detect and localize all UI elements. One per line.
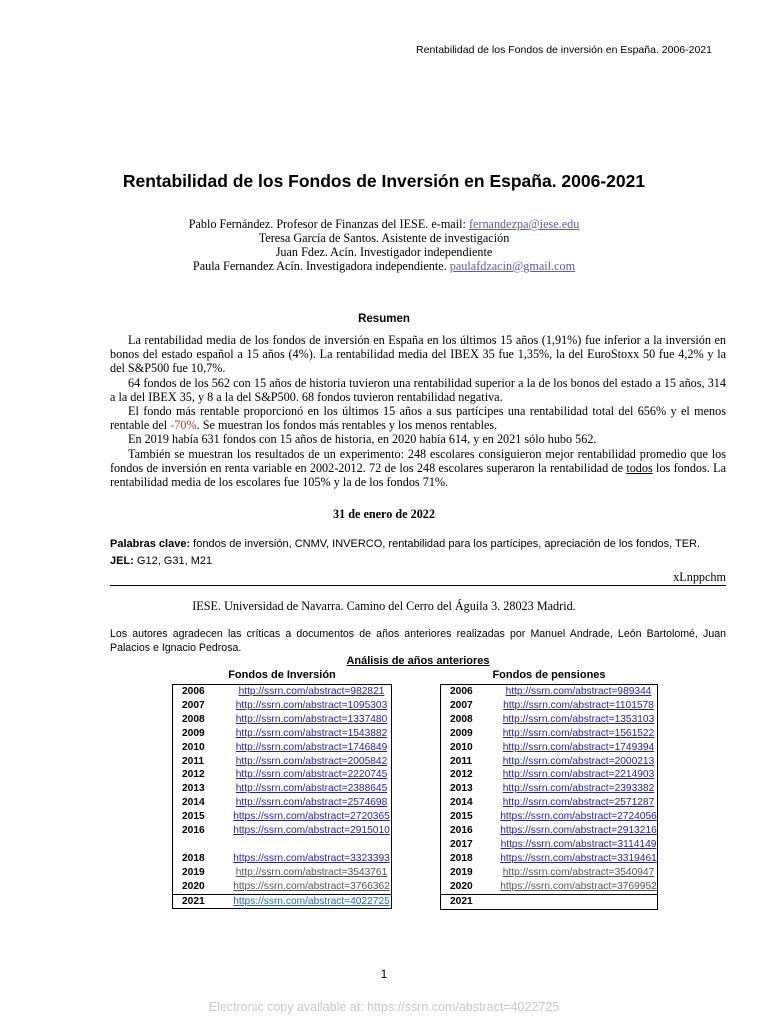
pensions-ssrn-link[interactable]: https://ssrn.com/abstract=2724056	[500, 811, 657, 823]
underlined-word: todos	[626, 460, 653, 475]
pensions-link-cell	[500, 699, 658, 713]
funds-row	[173, 768, 392, 782]
page-number: 1	[380, 967, 388, 981]
pensions-year: 2018	[450, 852, 473, 864]
funds-link-cell	[232, 755, 392, 769]
pensions-link-cell	[500, 768, 658, 782]
funds-row	[173, 685, 392, 699]
page-title: Rentabilidad de los Fondos de Inversión en España. 2006-2021	[122, 171, 646, 191]
abstract-heading: Resumen	[358, 313, 410, 325]
pensions-row	[441, 810, 658, 824]
previous-years-heading: Análisis de años anteriores	[346, 655, 490, 667]
pensions-ssrn-link[interactable]: http://ssrn.com/abstract=1561522	[502, 727, 655, 739]
pensions-ssrn-link[interactable]: https://ssrn.com/abstract=3319461	[500, 852, 657, 864]
funds-ssrn-link[interactable]: http://ssrn.com/abstract=1095303	[235, 699, 388, 711]
funds-year: 2015	[182, 811, 205, 823]
pensions-ssrn-link[interactable]: https://ssrn.com/abstract=3114149	[500, 838, 657, 850]
pensions-link-cell	[500, 824, 658, 838]
pensions-row	[441, 727, 658, 741]
pensions-link-cell	[500, 782, 658, 796]
author-list	[0, 217, 768, 273]
pensions-link-cell	[500, 866, 658, 880]
pensions-row	[441, 880, 658, 894]
pensions-link-cell	[500, 838, 658, 852]
pensions-year: 2011	[450, 755, 473, 767]
document-code: xLnppchm	[673, 570, 726, 584]
pensions-year: 2017	[450, 838, 473, 850]
pensions-row	[441, 894, 658, 909]
pensions-link-cell	[500, 880, 658, 894]
funds-ssrn-link[interactable]: https://ssrn.com/abstract=3766362	[233, 880, 390, 892]
author-4-email-link[interactable]: paulafdzacin@gmail.com	[449, 259, 576, 273]
author-3-text: Juan Fdez. Acín. Investigador independiente	[275, 245, 493, 259]
pensions-link-cell	[500, 894, 658, 909]
funds-link-cell	[232, 685, 392, 699]
pensions-row	[441, 782, 658, 796]
funds-link-cell	[232, 699, 392, 713]
funds-year: 2013	[182, 783, 205, 795]
funds-links-table	[172, 684, 392, 909]
negative-return-value: -70%	[170, 418, 197, 433]
keywords-text: fondos de inversión, CNMV, INVERCO, rentabilidad para los partícipes, apreciación de los fondos, TER.	[190, 538, 701, 550]
pensions-row	[441, 713, 658, 727]
funds-ssrn-link[interactable]: http://ssrn.com/abstract=982821	[238, 686, 385, 697]
funds-ssrn-link[interactable]: https://ssrn.com/abstract=4022725	[233, 895, 390, 907]
funds-ssrn-link[interactable]: http://ssrn.com/abstract=1746849	[235, 741, 388, 753]
pensions-link-cell	[500, 727, 658, 741]
acknowledgement: Los autores agradecen las críticas a documentos de años anteriores realizadas por Manuel Andrade, León Bartolomé, Juan Palacios e Ignacio Pedrosa.	[110, 628, 726, 654]
author-4-text: Paula Fernandez Acín. Investigadora independiente.	[192, 259, 450, 273]
funds-ssrn-link[interactable]: https://ssrn.com/abstract=2720365	[233, 811, 390, 823]
funds-link-cell	[232, 894, 392, 909]
jel-label: JEL:	[110, 555, 134, 567]
pensions-ssrn-link[interactable]: http://ssrn.com/abstract=2000213	[502, 755, 655, 767]
abstract-paragraph	[110, 447, 726, 490]
funds-link-cell	[232, 741, 392, 755]
pensions-ssrn-link[interactable]: http://ssrn.com/abstract=3540947	[502, 866, 655, 878]
pensions-ssrn-link[interactable]: http://ssrn.com/abstract=1749394	[502, 741, 655, 753]
funds-row	[173, 810, 392, 824]
funds-year: 2012	[182, 769, 205, 781]
publication-date: 31 de enero de 2022	[332, 507, 435, 521]
abstract-text: También se muestran los resultados de un experimento: 248 escolares consiguieron mejor rentabilidad promedio que los fondos de inversión en renta variable en 2002-2012. 72 de los 248 escolares superaron la rentabilidad de	[110, 446, 726, 475]
funds-ssrn-link[interactable]: http://ssrn.com/abstract=3543761	[235, 866, 388, 878]
pensions-ssrn-link[interactable]: http://ssrn.com/abstract=2571287	[502, 797, 655, 809]
pensions-year: 2016	[450, 825, 473, 837]
pensions-year: 2014	[450, 797, 473, 809]
pensions-row	[441, 768, 658, 782]
funds-row	[173, 741, 392, 755]
pensions-year: 2006	[450, 686, 473, 697]
pensions-ssrn-link[interactable]: https://ssrn.com/abstract=2913216	[500, 825, 657, 837]
author-4	[0, 259, 768, 273]
pensions-ssrn-link[interactable]: https://ssrn.com/abstract=3769952	[500, 880, 657, 892]
abstract-paragraph: 64 fondos de los 562 con 15 años de historia tuvieron una rentabilidad superior a la de los bonos del estado a 15 años, 314 a la del IBEX 35, y 8 a la del S&P500. 68 fondos tuvieron rentabilidad negativa.	[110, 375, 726, 404]
pensions-link-cell	[500, 685, 658, 699]
pensions-ssrn-link[interactable]: http://ssrn.com/abstract=1353103	[502, 713, 655, 725]
funds-year: 2019	[182, 866, 205, 878]
funds-link-cell	[232, 810, 392, 824]
funds-link-cell	[232, 880, 392, 894]
author-2	[0, 231, 768, 245]
abstract-paragraph	[110, 404, 726, 432]
funds-ssrn-link[interactable]: https://ssrn.com/abstract=2915010	[233, 825, 390, 837]
ssrn-footer: Electronic copy available at: https://ssrn.com/abstract=4022725	[208, 1000, 560, 1014]
pensions-year: 2020	[450, 880, 473, 892]
funds-link-cell	[232, 768, 392, 782]
pensions-row	[441, 824, 658, 838]
funds-column-heading: Fondos de Inversión	[228, 669, 336, 681]
funds-row	[173, 755, 392, 769]
funds-row	[173, 782, 392, 796]
funds-ssrn-link[interactable]: http://ssrn.com/abstract=2220745	[235, 769, 388, 781]
pensions-link-cell	[500, 713, 658, 727]
funds-year: 2009	[182, 727, 205, 739]
pensions-ssrn-link[interactable]: http://ssrn.com/abstract=989344	[505, 686, 652, 697]
pensions-year: 2012	[450, 769, 473, 781]
pensions-links-table	[440, 684, 658, 910]
pensions-row	[441, 755, 658, 769]
pensions-year: 2013	[450, 783, 473, 795]
funds-row	[173, 796, 392, 810]
pensions-year: 2021	[441, 894, 501, 909]
pensions-row	[441, 699, 658, 713]
funds-link-cell	[232, 866, 392, 880]
funds-link-cell	[232, 727, 392, 741]
funds-year: 2014	[182, 797, 205, 809]
pensions-year: 2007	[450, 699, 473, 711]
funds-row	[173, 699, 392, 713]
keywords-line	[110, 538, 700, 550]
funds-link-cell	[232, 824, 392, 838]
abstract-text: El fondo más rentable proporcionó en los últimos 15 años a sus partícipes una rentabilidad total del 656% y el menos rentable del	[110, 404, 726, 433]
pensions-link-cell	[500, 796, 658, 810]
funds-row	[173, 727, 392, 741]
funds-row	[173, 880, 392, 894]
abstract-text: los fondos. La rentabilidad media de los escolares fue 105% y la de los fondos 71%.	[110, 460, 726, 490]
pensions-year: 2009	[450, 727, 473, 739]
author-1	[0, 217, 768, 231]
pensions-year: 2010	[450, 741, 473, 753]
pensions-link-cell	[500, 852, 658, 866]
funds-year	[173, 838, 233, 852]
pensions-link-cell	[500, 755, 658, 769]
funds-row	[173, 894, 392, 909]
pensions-row	[441, 866, 658, 880]
pensions-row	[441, 852, 658, 866]
author-1-text: Pablo Fernández. Profesor de Finanzas del IESE. e-mail:	[188, 217, 469, 231]
author-3	[0, 245, 768, 259]
pensions-row	[441, 741, 658, 755]
funds-link-cell	[232, 713, 392, 727]
funds-year: 2011	[182, 755, 205, 767]
affiliation: IESE. Universidad de Navarra. Camino del Cerro del Águila 3. 28023 Madrid.	[192, 599, 576, 613]
divider	[110, 585, 726, 586]
funds-year: 2018	[182, 852, 205, 864]
pensions-row	[441, 685, 658, 699]
author-2-text: Teresa García de Santos. Asistente de investigación	[258, 231, 510, 245]
funds-link-cell	[232, 852, 392, 866]
pensions-ssrn-link[interactable]: http://ssrn.com/abstract=1101578	[503, 699, 654, 711]
funds-year: 2006	[182, 686, 205, 697]
pensions-year: 2008	[450, 713, 473, 725]
pensions-row	[441, 838, 658, 852]
abstract-paragraph: La rentabilidad media de los fondos de inversión en España en los últimos 15 años (1,91%) fue inferior a la inversión en bonos del estado español a 15 años (4%). La rentabilidad media del IBEX 35 fue 1,35%, la del EuroStoxx 50 fue 4,2% y la del S&P500 fue 10,7%.	[110, 333, 726, 376]
funds-link-cell	[232, 796, 392, 810]
abstract-paragraph: En 2019 había 631 fondos con 15 años de historia, en 2020 había 614, y en 2021 sólo hubo 562.	[128, 432, 597, 447]
pensions-row	[441, 796, 658, 810]
funds-link-cell	[232, 838, 392, 852]
jel-line	[110, 555, 212, 567]
abstract-body	[110, 333, 726, 489]
funds-row	[173, 852, 392, 866]
running-header: Rentabilidad de los Fondos de inversión en España. 2006-2021	[416, 44, 712, 56]
funds-year: 2016	[182, 825, 205, 837]
funds-ssrn-link[interactable]: https://ssrn.com/abstract=3323393	[233, 852, 390, 864]
funds-ssrn-link[interactable]: http://ssrn.com/abstract=2388645	[235, 783, 388, 795]
funds-row	[173, 866, 392, 880]
pensions-ssrn-link[interactable]: http://ssrn.com/abstract=2214903	[502, 769, 655, 781]
funds-year: 2007	[182, 699, 205, 711]
funds-ssrn-link[interactable]: http://ssrn.com/abstract=2005842	[235, 755, 388, 767]
funds-ssrn-link[interactable]: http://ssrn.com/abstract=1337480	[235, 713, 388, 725]
pensions-link-cell	[500, 810, 658, 824]
pensions-link-cell	[500, 741, 658, 755]
pensions-column-heading: Fondos de pensiones	[492, 669, 606, 681]
funds-link-cell	[232, 782, 392, 796]
abstract-text: . Se muestran los fondos más rentables y los menos rentables.	[196, 418, 498, 433]
pensions-year: 2019	[450, 866, 473, 878]
pensions-ssrn-link[interactable]: http://ssrn.com/abstract=2393382	[502, 783, 655, 795]
funds-ssrn-link[interactable]: http://ssrn.com/abstract=1543882	[235, 727, 388, 739]
funds-row	[173, 838, 392, 852]
keywords-label: Palabras clave:	[110, 538, 191, 550]
funds-year: 2010	[182, 741, 205, 753]
funds-row	[173, 713, 392, 727]
funds-year: 2021	[173, 894, 233, 909]
author-1-email-link[interactable]: fernandezpa@iese.edu	[468, 217, 580, 231]
funds-year: 2008	[182, 713, 205, 725]
funds-row	[173, 824, 392, 838]
pensions-year: 2015	[450, 811, 473, 823]
jel-codes: G12, G31, M21	[133, 555, 213, 567]
funds-year: 2020	[182, 880, 205, 892]
funds-ssrn-link[interactable]: http://ssrn.com/abstract=2574698	[235, 797, 388, 809]
